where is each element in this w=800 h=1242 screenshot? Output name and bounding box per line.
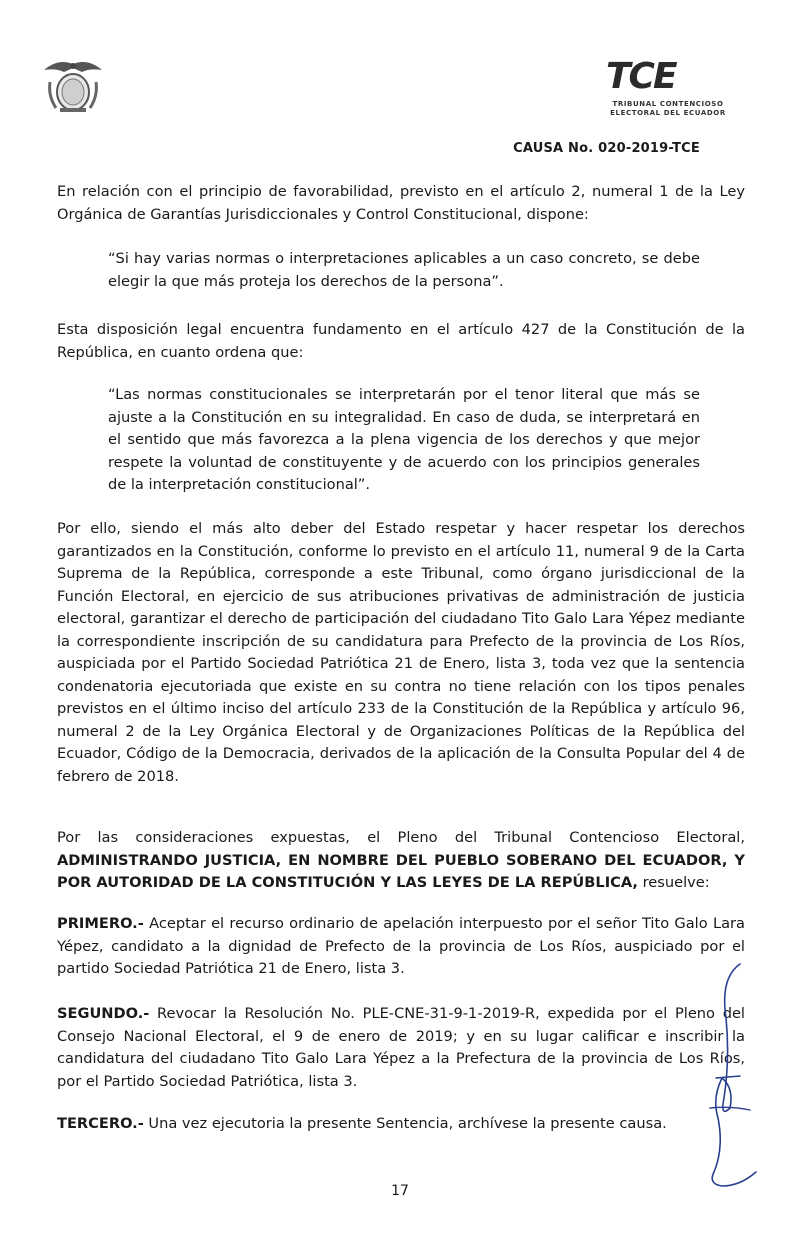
resolution-verb: resuelve:	[637, 874, 710, 891]
resolution-primero	[57, 913, 745, 981]
tercero-text: Una vez ejecutoria la presente Sentencia, archívese la presente causa.	[143, 1115, 667, 1132]
handwritten-signature	[700, 958, 764, 1188]
segundo-label: SEGUNDO.-	[57, 1005, 150, 1022]
logo-subtitle-line-2: ELECTORAL DEL ECUADOR	[610, 109, 726, 117]
logo-subtitle-line-1: TRIBUNAL CONTENCIOSO	[612, 100, 724, 108]
tce-logo-text: TCE	[606, 56, 676, 95]
resolution-tercero	[57, 1113, 745, 1136]
ecuador-coat-of-arms-icon	[38, 56, 108, 118]
paragraph-constitution-427: Esta disposición legal encuentra fundamento en el artículo 427 de la Constitución de la República, en cuanto ordena que:	[57, 321, 745, 361]
paragraph-reasoning: Por ello, siendo el más alto deber del Estado respetar y hacer respetar los derechos garantizados en la Constitución, conforme lo previsto en el artículo 11, numeral 9 de la Carta Suprema de la República, corresponde a este Tribunal, como órgano jurisdiccional de la Función Electoral, en ejercicio de sus atribuciones privativas de administración de justicia electoral, garantizar el derecho de participación del ciudadano Tito Galo Lara Yépez mediante la correspondiente inscripción de su candidatura para Prefecto de la provincia de Los Ríos, auspiciada por el Partido Sociedad Patriótica 21 de Enero, lista 3, toda vez que la sentencia condenatoria ejecutoriada que existe en su contra no tiene relación con los tipos penales previstos en el último inciso del artículo 233 de la Constitución de la República y artículo 96, numeral 2 de la Ley Orgánica Electoral y de Organizaciones Políticas de la República del Ecuador, Código de la Democracia, derivados de la aplicación de la Consulta Popular del 4 de febrero de 2018.	[57, 520, 745, 785]
segundo-text: Revocar la Resolución No. PLE-CNE-31-9-1-2019-R, expedida por el Pleno del Consejo Nacional Electoral, el 9 de enero de 2019; y en su lugar calificar e inscribir la candidatura del ciudadano Tito Galo Lara Yépez a la Prefectura de la provincia de Los Ríos, por el Partido Sociedad Patriótica, lista 3.	[57, 1005, 745, 1090]
resolution-formula: ADMINISTRANDO JUSTICIA, EN NOMBRE DEL PUEBLO SOBERANO DEL ECUADOR, Y POR AUTORIDAD DE LA CONSTITUCIÓN Y LAS LEYES DE LA REPÚBLICA,	[57, 851, 745, 891]
case-number: CAUSA No. 020-2019-TCE	[513, 141, 700, 156]
quote-constitution: “Las normas constitucionales se interpretarán por el tenor literal que más se ajuste a la Constitución en su integralidad. En caso de duda, se interpretará en el sentido que más favorezca a la plena vigencia de los derechos y que mejor respete la voluntad de constituyente y de acuerdo con los principios generales de la interpretación constitucional”.	[108, 386, 700, 493]
paragraph-favorability: En relación con el principio de favorabilidad, previsto en el artículo 2, numeral 1 de la Ley Orgánica de Garantías Jurisdiccionales y Control Constitucional, dispone:	[57, 183, 745, 223]
tercero-label: TERCERO.-	[57, 1115, 144, 1132]
paragraph-resolution-intro	[57, 827, 745, 895]
quote-favorability: “Si hay varias normas o interpretaciones aplicables a un caso concreto, se debe elegir la que más proteja los derechos de la persona”.	[108, 250, 700, 290]
resolution-segundo	[57, 1003, 745, 1093]
tce-logo	[602, 55, 732, 123]
page-number: 17	[391, 1183, 409, 1199]
tce-logo-mark	[602, 55, 732, 95]
primero-label: PRIMERO.-	[57, 915, 144, 932]
primero-text: Aceptar el recurso ordinario de apelación interpuesto por el señor Tito Galo Lara Yépez, candidato a la dignidad de Prefecto de la provincia de Los Ríos, auspiciado por el partido Sociedad Patriótica 21 de Enero, lista 3.	[57, 915, 745, 977]
resolution-intro-text: Por las consideraciones expuestas, el Pleno del Tribunal Contencioso Electoral,	[57, 829, 745, 846]
